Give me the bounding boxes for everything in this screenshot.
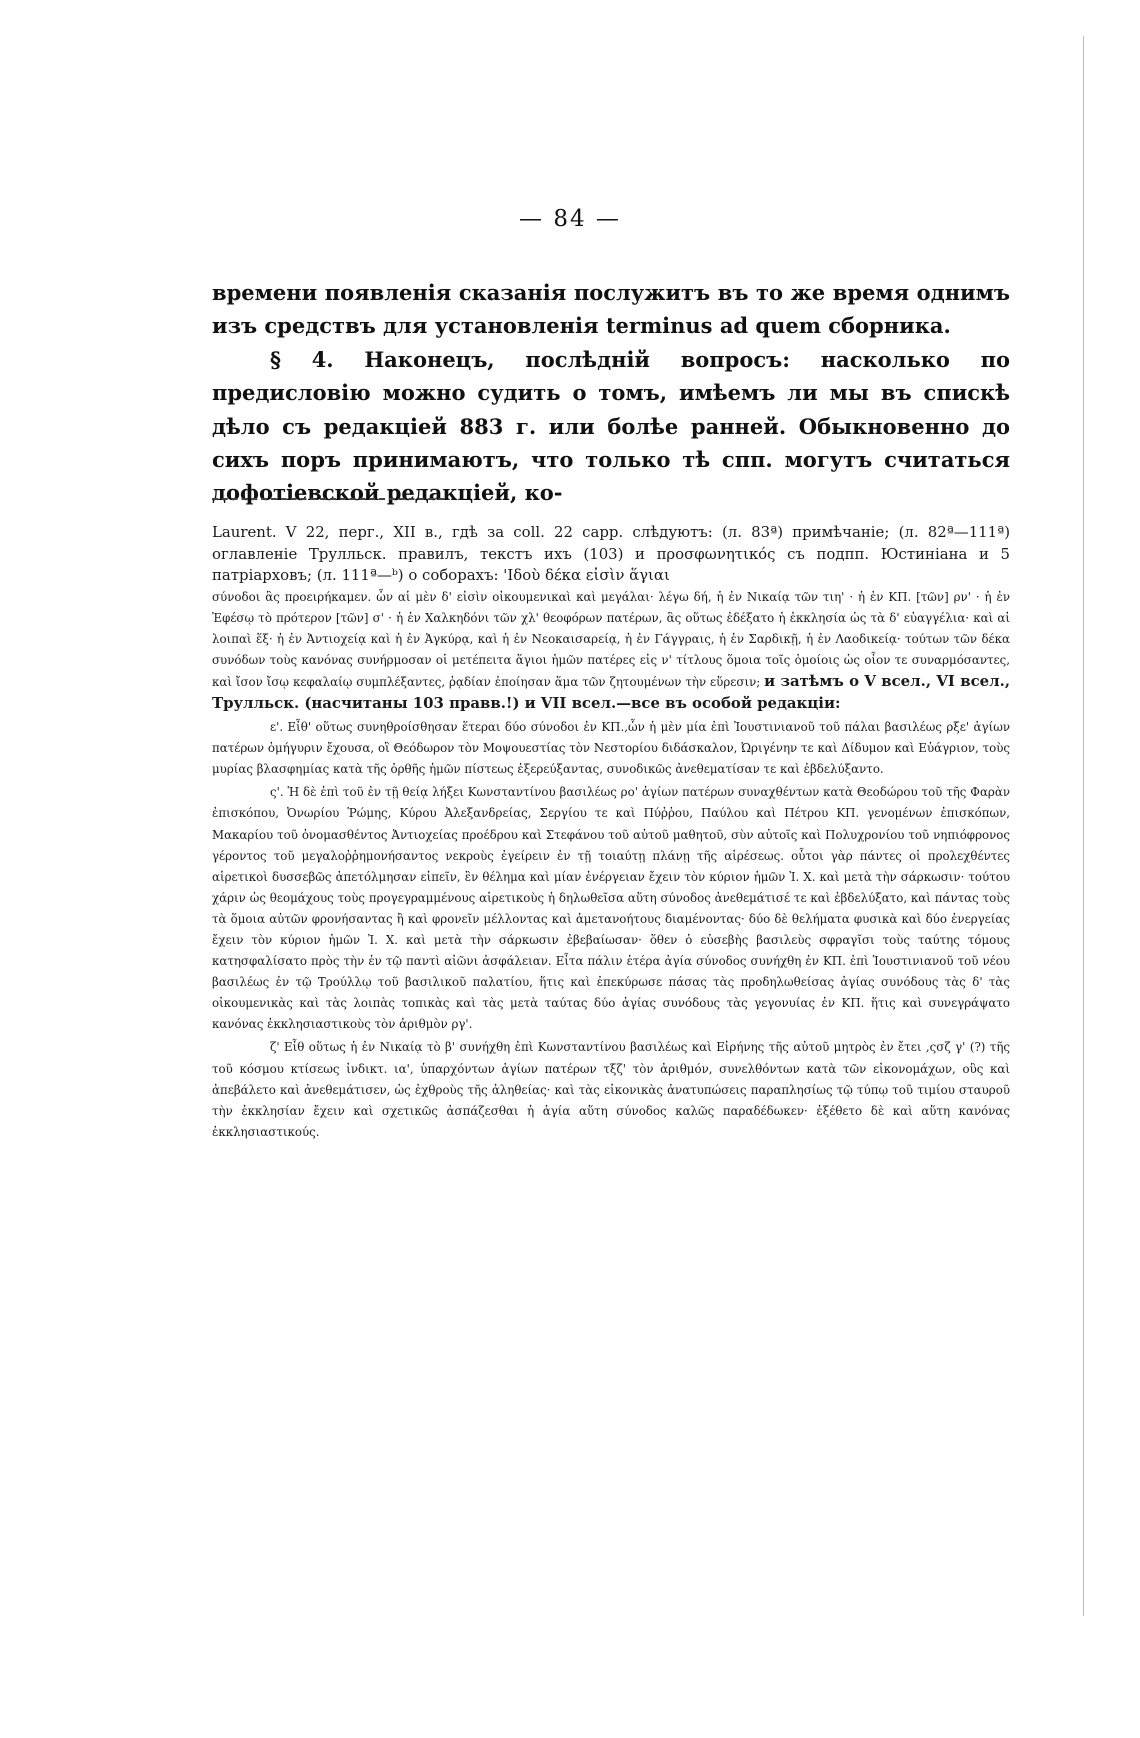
page-number: — 84 — bbox=[519, 206, 621, 232]
footnote-greek-1-text: σύνοδοι ἃς προειρήκαμεν. ὧν αἱ μὲν δ' εἰσὶν οἰκουμενικαὶ καὶ μεγάλαι· λέγω δή, ἡ ἐν Νικαίᾳ τῶν τιη' · ἡ ἐν ΚΠ. [τῶν] ρν' · ἡ ἐν Ἐφέσῳ τὸ πρότερον [τῶν] σ' · ἡ ἐν Χαλκηδόνι τῶν χλ' θεοφόρων πατέρων, ἃς οὕτως ἐδέξατο ἡ ἐκκλησία ὡς τὰ δ' εὐαγγέλια· καὶ αἱ λοιπαὶ ἕξ· ἡ ἐν Ἀντιοχείᾳ καὶ ἡ ἐν Ἀγκύρᾳ, καὶ ἡ ἐν Νεοκαισαρείᾳ, ἡ ἐν Γάγγραις, ἡ ἐν Σαρδικῇ, ἡ ἐν Λαοδικείᾳ· τούτων τῶν δέκα συνόδων τοὺς κανόνας συνήρμοσαν οἱ μετέπειτα ἅγιοι ἡμῶν πατέρες εἰς ν' τίτλους ὅμοια τοῖς ὁμοίοις ὡς οἷον τε συναρμόσαντες, καὶ ἴσον ἴσῳ κεφαλαίῳ συμπλέξαντες, ῥᾳδίαν ἐποίησαν ἅμα τῶν ζητουμένων τὴν εὕρεσιν; bbox=[212, 589, 1010, 689]
main-text bbox=[212, 276, 1010, 510]
main-paragraph-1: времени появленія сказанія послужитъ въ то же время однимъ изъ средствъ для установленія terminus ad quem сборника. bbox=[212, 280, 1010, 339]
footnote-greek-3: ς'. Ἡ δὲ ἐπὶ τοῦ ἐν τῇ θείᾳ λήξει Κωνσταντίνου βασιλέως ρο' ἁγίων πατέρων συναχθέντων κατὰ Θεοδώρου τοῦ τῆς Φαρὰν ἐπισκόπου, Ὀνωρίου Ῥώμης, Κύρου Ἀλεξανδρείας, Σεργίου τε καὶ Πύῤῥου, Παύλου καὶ Πέτρου ΚΠ. γενομένων ἐπισκόπων, Μακαρίου τοῦ ὀνομασθέντος Ἀντιοχείας προέδρου καὶ Στεφάνου τοῦ αὐτοῦ μαθητοῦ, σὺν αὐτοῖς καὶ Πολυχρονίου τοῦ νηπιόφρονος γέροντος τοῦ μεγαλοῤῥημονήσαντος νεκροὺς ἐγείρειν ἐν τῇ τοιαύτῃ πλάνῃ τῆς αἱρέσεως. οὗτοι γὰρ πάντες οἱ προλεχθέντες αἱρετικοὶ δυσσεβῶς ἀπετόλμησαν εἰπεῖν, ἓν θέλημα καὶ μίαν ἐνέργειαν ἔχειν τὸν κύριον ἡμῶν Ἰ. Χ. καὶ μετὰ τὴν σάρκωσιν· τούτου χάριν ὡς θεομάχους τοὺς προγεγραμμένους αἱρετικοὺς ἡ δηλωθεῖσα αὕτη σύνοδος ἀνεθεμάτισέ τε καὶ ἐβδελύξατο, καὶ πάντας τοὺς τὰ ὅμοια αὐτῶν φρονήσαντας ἢ καὶ φρονεῖν μέλλοντας καὶ ἀμετανοήτους διαμένοντας· δύο δὲ θελήματα φυσικὰ καὶ δύο ἐνεργείας ἔχειν τὸν κύριον ἡμῶν Ἰ. Χ. καὶ μετὰ τὴν σάρκωσιν ἐβεβαίωσαν· ὅθεν ὁ εὐσεβὴς βασιλεὺς σφραγῖσι τοὺς ταύτης τόμους κατησφαλίσατο πρὸς τὴν ἐν τῷ παντὶ αἰῶνι ἀσφάλειαν. Εἶτα πάλιν ἑτέρα ἁγία σύνοδος συνήχθη ἐν ΚΠ. ἐπὶ Ἰουστινιανοῦ τοῦ νέου βασιλέως ἐν τῷ Τρούλλῳ τοῦ βασιλικοῦ παλατίου, ἥτις καὶ ἐπεκύρωσε πάσας τὰς προδηλωθείσας ἁγίας συνόδους τὰς δ' τὰς οἰκουμενικὰς καὶ τὰς λοιπὰς τοπικὰς καὶ τὰς μετὰ ταύτας δύο ἁγίας συνόδους τὰς γεγονυίας ἐν ΚΠ. ἥτις καὶ συνεγράψατο κανόνας ἐκκλησιαστικοὺς τὸν ἀριθμὸν ργ'. bbox=[212, 785, 1010, 1032]
main-paragraph-2: § 4. Наконецъ, послѣдній вопросъ: насколько по предисловію можно судить о томъ, имѣемъ ли мы въ спискѣ дѣло съ редакціей 883 г. или болѣе ранней. Обыкновенно до сихъ поръ принимаютъ, что только тѣ спп. могутъ считаться дофотіевской редакціей, ко- bbox=[212, 346, 1010, 506]
footnote bbox=[212, 522, 1010, 1143]
footnote-greek-2: ε'. Εἶθ' οὕτως συνηθροίσθησαν ἕτεραι δύο σύνοδοι ἐν ΚΠ.,ὧν ἡ μὲν μία ἐπὶ Ἰουστινιανοῦ τοῦ πάλαι βασιλέως ρξε' ἁγίων πατέρων ὁμήγυριν ἔχουσα, οἳ Θεόδωρον τὸν Μοψουεστίας τὸν Νεστορίου διδάσκαλον, Ὠριγένην τε καὶ Δίδυμον καὶ Εὐάγριον, τοὺς μυρίας βλασφημίας κατὰ τῆς ὀρθῆς ἡμῶν πίστεως ἐξερεύξαντας, συνοδικῶς ἀνεθεματίσαν τε καὶ ἐβδελύξαντο. bbox=[212, 720, 1010, 777]
footnote-intro: Laurent. V 22, перг., XII в., гдѣ за coll. 22 capp. слѣдуютъ: (л. 83ª) примѣчаніе; (л. 82ª—111ª) оглавленіе Трулльск. правилъ, текстъ ихъ (103) и προσφωνητικός съ подпп. Юстиніана и 5 патріарховъ; (л. 111ª—ᵇ) о соборахъ: 'Ιδοὺ δέκα εἰσὶν ἅγιαι bbox=[212, 523, 1010, 584]
footnote-greek-4: ζ' Εἶθ οὕτως ἡ ἐν Νικαίᾳ τὸ β' συνήχθη ἐπὶ Κωνσταντίνου βασιλέως καὶ Εἰρήνης τῆς αὐτοῦ μητρὸς ἐν ἔτει ,ςσζ γ' (?) τῆς τοῦ κόσμου κτίσεως ἰνδικτ. ια', ὑπαρχόντων ἁγίων πατέρων τξζ' τὸν ἀριθμόν, συνελθόντων κατὰ τῶν εἰκονομάχων, οὓς καὶ ἀπεβάλετο καὶ ἀνεθεμάτισεν, ὡς ἐχθροὺς τῆς ἀληθείας· καὶ τὰς εἰκονικὰς ἀνατυπώσεις παραπλησίως τῷ τύπῳ τοῦ τιμίου σταυροῦ τὴν ἐκκλησίαν ἔχειν καὶ σχετικῶς ἀσπάζεσθαι ἡ ἁγία αὕτη σύνοδος καλῶς παραδέδωκεν· ἐξέθετο δὲ καὶ αὕτη κανόνας ἐκκλησιαστικούς. bbox=[212, 1040, 1010, 1139]
footnote-greek-1 bbox=[212, 587, 1010, 716]
page-edge-line bbox=[1083, 36, 1084, 1616]
footnote-separator bbox=[212, 498, 444, 500]
footnote-greek-1-russian-tail: и затѣмъ о V всел., VI всел., Трулльск. (насчитаны 103 правв.!) и VII всел.—все въ особой редакціи: bbox=[212, 671, 1010, 712]
